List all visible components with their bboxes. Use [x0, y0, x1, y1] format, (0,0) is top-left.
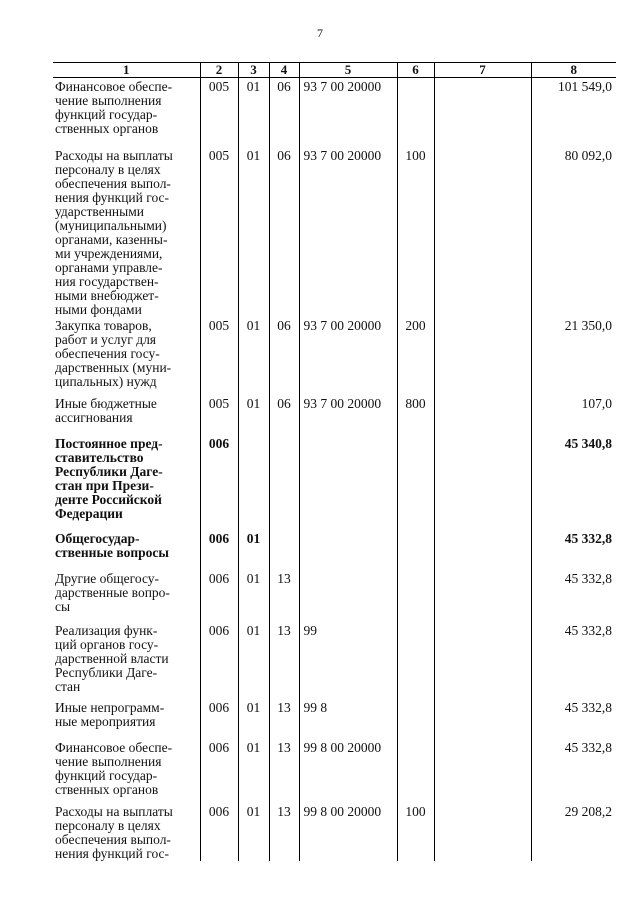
table-row — [53, 803, 616, 861]
expense-type-cell — [397, 435, 434, 530]
target-article-cell: 99 — [299, 622, 397, 699]
row-name-cell: Постоянное пред- ставительство Республики Даге- стан при Прези- денте Российской Федерации — [55, 435, 163, 521]
table-row — [53, 435, 616, 530]
amount-cell: 101 549,0 — [531, 78, 616, 147]
subsection-code-cell: 13 — [269, 699, 299, 739]
chapter-code-cell: 006 — [200, 530, 238, 570]
amount-cell: 45 332,8 — [531, 699, 616, 739]
row-name-cell: Финансовое обеспе- чение выполнения функций государ- ственных органов — [55, 79, 173, 136]
section-code-cell: 01 — [238, 78, 269, 147]
table-row — [53, 622, 616, 699]
table-row — [53, 147, 616, 317]
expense-type-cell — [397, 570, 434, 622]
column-header: 6 — [397, 63, 434, 78]
amount-cell: 45 332,8 — [531, 530, 616, 570]
table-row — [53, 530, 616, 570]
column-7-cell — [434, 739, 531, 803]
column-7-cell — [434, 317, 531, 395]
table-body — [53, 78, 616, 861]
column-header: 2 — [200, 63, 238, 78]
chapter-code-cell: 006 — [200, 435, 238, 530]
column-7-cell — [434, 803, 531, 861]
subsection-code-cell: 06 — [269, 317, 299, 395]
target-article-cell: 99 8 00 20000 — [299, 803, 397, 861]
chapter-code-cell: 006 — [200, 570, 238, 622]
chapter-code-cell: 006 — [200, 622, 238, 699]
page-number: 7 — [317, 26, 323, 40]
section-code-cell: 01 — [238, 530, 269, 570]
expense-type-cell — [397, 78, 434, 147]
expense-type-cell: 100 — [397, 147, 434, 317]
amount-cell: 107,0 — [531, 395, 616, 435]
column-7-cell — [434, 699, 531, 739]
subsection-code-cell: 13 — [269, 803, 299, 861]
target-article-cell — [299, 570, 397, 622]
target-article-cell: 99 8 — [299, 699, 397, 739]
row-name-cell: Иные бюджетные ассигнования — [55, 395, 157, 425]
section-code-cell — [238, 435, 269, 530]
subsection-code-cell: 13 — [269, 570, 299, 622]
row-name-cell: Финансовое обеспе- чение выполнения функций государ- ственных органов — [55, 739, 173, 797]
column-7-cell — [434, 395, 531, 435]
table-row — [53, 739, 616, 803]
row-name-cell: Реализация функ- ций органов госу- дарственной власти Республики Даге- стан — [55, 622, 169, 694]
target-article-cell: 99 8 00 20000 — [299, 739, 397, 803]
target-article-cell — [299, 435, 397, 530]
expense-type-cell — [397, 739, 434, 803]
subsection-code-cell: 06 — [269, 78, 299, 147]
column-7-cell — [434, 570, 531, 622]
section-code-cell: 01 — [238, 699, 269, 739]
row-name-cell: Расходы на выплаты персоналу в целях обеспечения выпол- нения функций гос- ударственными (муниципальными) органами, казенны- ми учреждениями, органами управле- ния государствен- ными внебюджет- ными фондами — [55, 147, 173, 317]
amount-cell: 29 208,2 — [531, 803, 616, 861]
expense-type-cell: 200 — [397, 317, 434, 395]
amount-cell: 45 340,8 — [531, 435, 616, 530]
table-row — [53, 699, 616, 739]
table-row — [53, 395, 616, 435]
chapter-code-cell: 005 — [200, 147, 238, 317]
row-name-cell: Расходы на выплаты персоналу в целях обеспечения выпол- нения функций гос- — [55, 803, 173, 861]
column-header: 1 — [53, 63, 200, 78]
subsection-code-cell — [269, 435, 299, 530]
expense-type-cell: 100 — [397, 803, 434, 861]
expense-type-cell — [397, 699, 434, 739]
section-code-cell: 01 — [238, 739, 269, 803]
chapter-code-cell: 006 — [200, 803, 238, 861]
amount-cell: 45 332,8 — [531, 622, 616, 699]
target-article-cell: 93 7 00 20000 — [299, 147, 397, 317]
section-code-cell: 01 — [238, 395, 269, 435]
target-article-cell — [299, 530, 397, 570]
table-row — [53, 317, 616, 395]
column-header: 7 — [434, 63, 531, 78]
amount-cell: 80 092,0 — [531, 147, 616, 317]
budget-table — [53, 62, 616, 861]
column-header: 8 — [531, 63, 616, 78]
section-code-cell: 01 — [238, 622, 269, 699]
section-code-cell: 01 — [238, 803, 269, 861]
column-header: 5 — [299, 63, 397, 78]
subsection-code-cell: 13 — [269, 622, 299, 699]
row-name-cell: Общегосудар- ственные вопросы — [55, 530, 169, 560]
column-7-cell — [434, 435, 531, 530]
section-code-cell: 01 — [238, 570, 269, 622]
row-name-cell: Иные непрограмм- ные мероприятия — [55, 699, 165, 729]
chapter-code-cell: 006 — [200, 699, 238, 739]
target-article-cell: 93 7 00 20000 — [299, 395, 397, 435]
subsection-code-cell: 06 — [269, 147, 299, 317]
chapter-code-cell: 005 — [200, 395, 238, 435]
amount-cell: 21 350,0 — [531, 317, 616, 395]
row-name-cell: Другие общегосу- дарственные вопро- сы — [55, 570, 170, 614]
table-row — [53, 78, 616, 147]
chapter-code-cell: 005 — [200, 317, 238, 395]
chapter-code-cell: 005 — [200, 78, 238, 147]
row-name-cell: Закупка товаров, работ и услуг для обеспечения госу- дарственных (муни- ципальных) нужд — [55, 317, 172, 389]
table-header-row — [53, 63, 616, 78]
column-header: 4 — [269, 63, 299, 78]
column-7-cell — [434, 78, 531, 147]
expense-type-cell — [397, 530, 434, 570]
target-article-cell: 93 7 00 20000 — [299, 78, 397, 147]
subsection-code-cell: 13 — [269, 739, 299, 803]
column-header: 3 — [238, 63, 269, 78]
table-row — [53, 570, 616, 622]
amount-cell: 45 332,8 — [531, 739, 616, 803]
amount-cell: 45 332,8 — [531, 570, 616, 622]
expense-type-cell — [397, 622, 434, 699]
column-7-cell — [434, 147, 531, 317]
chapter-code-cell: 006 — [200, 739, 238, 803]
column-7-cell — [434, 530, 531, 570]
subsection-code-cell — [269, 530, 299, 570]
section-code-cell: 01 — [238, 317, 269, 395]
target-article-cell: 93 7 00 20000 — [299, 317, 397, 395]
subsection-code-cell: 06 — [269, 395, 299, 435]
section-code-cell: 01 — [238, 147, 269, 317]
column-7-cell — [434, 622, 531, 699]
expense-type-cell: 800 — [397, 395, 434, 435]
